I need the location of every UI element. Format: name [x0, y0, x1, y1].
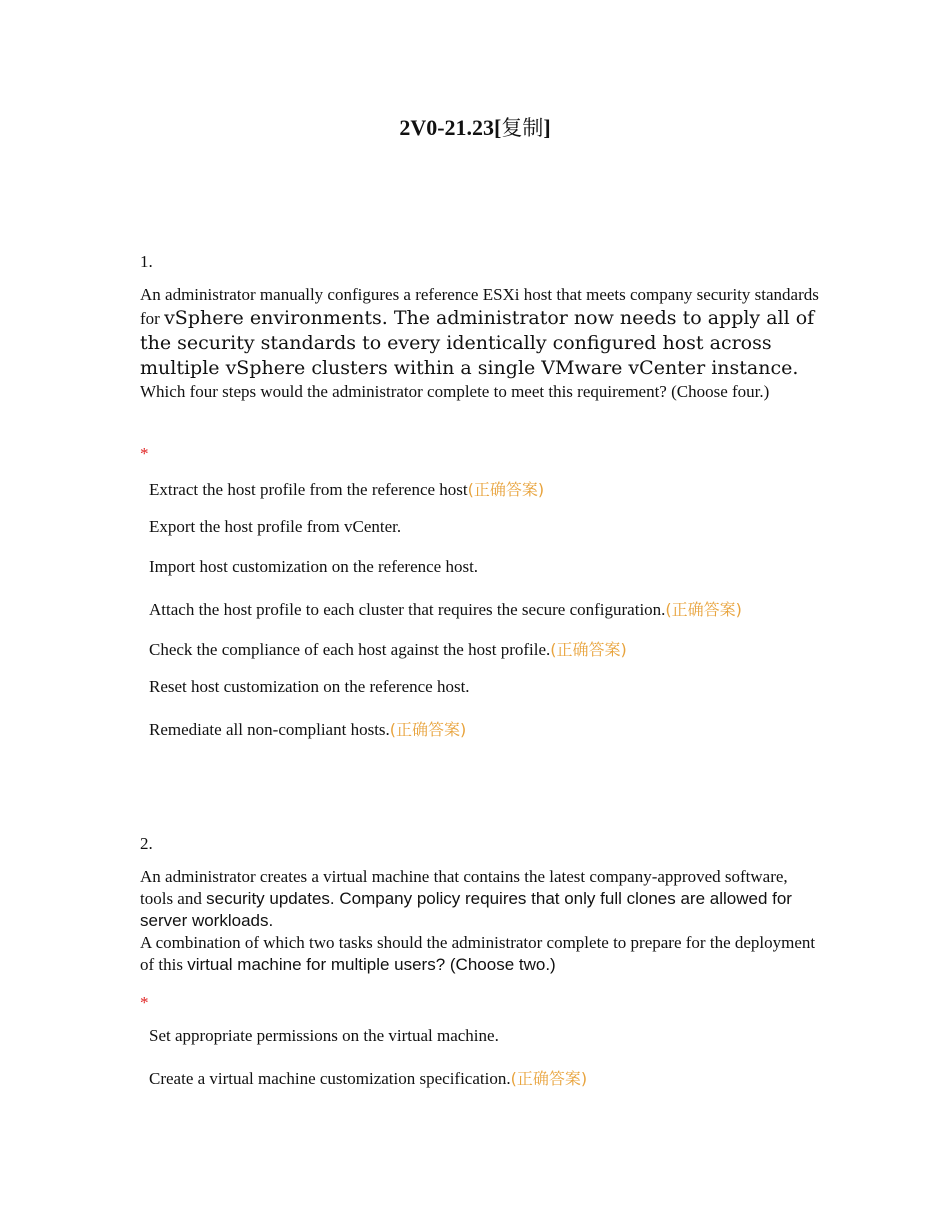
q1-option-4[interactable]	[149, 597, 742, 620]
q1-option-2-label: Export the host profile from vCenter.	[149, 517, 402, 536]
q1-option-5[interactable]	[149, 637, 627, 660]
q1-option-1-correct-tag: (正确答案)	[467, 480, 545, 499]
q1-option-2[interactable]	[149, 517, 401, 537]
question-2-text	[140, 866, 820, 976]
title-copy-tag: 复制	[501, 116, 544, 140]
q1-option-6[interactable]	[149, 677, 470, 697]
question-1-text-part2: vSphere environments. The administrator now needs to apply all of the security standards to every identically configured host across multiple vSphere clusters within a single VMware vCenter instance.	[140, 307, 815, 379]
title-bracket-close: ]	[543, 115, 551, 140]
q1-option-3[interactable]	[149, 557, 478, 577]
question-1-text	[140, 284, 820, 403]
question-1-text-part1: An administrator manually configures a reference ESXi host that meets company security standards for	[140, 285, 819, 328]
q1-option-4-correct-tag: (正确答案)	[665, 600, 742, 619]
q1-option-6-label: Reset host customization on the reference host.	[149, 677, 470, 696]
required-marker-1: *	[140, 444, 149, 463]
q1-option-7-correct-tag: (正确答案)	[389, 720, 467, 739]
q2-option-2[interactable]	[149, 1066, 587, 1089]
q1-option-7-label: Remediate all non-compliant hosts.	[149, 720, 390, 739]
q1-option-4-label: Attach the host profile to each cluster that requires the secure configuration.	[149, 600, 666, 619]
title-code: 2V0-21.23	[399, 115, 495, 140]
question-2-text-part2: security updates. Company policy requires that only full clones are allowed for server workloads.	[140, 889, 792, 930]
q1-option-7[interactable]	[149, 717, 466, 740]
q2-option-1[interactable]	[149, 1026, 499, 1046]
q1-option-1[interactable]	[149, 477, 544, 500]
q2-option-1-label: Set appropriate permissions on the virtual machine.	[149, 1026, 499, 1045]
question-2-prompt-part2: virtual machine for multiple users? (Choose two.)	[187, 955, 556, 974]
question-2-text-part1: An administrator creates a virtual machine that contains the latest company-approved software, tools and	[140, 867, 788, 908]
q1-option-5-correct-tag: (正确答案)	[550, 640, 627, 659]
q1-option-3-label: Import host customization on the reference host.	[149, 557, 479, 576]
question-1-prompt: Which four steps would the administrator complete to meet this requirement? (Choose four.)	[140, 382, 770, 401]
q2-option-2-label: Create a virtual machine customization specification.	[149, 1069, 511, 1088]
title-bracket-open: [	[494, 115, 502, 140]
question-2-prompt: A combination of which two tasks should the administrator complete to prepare for the deployment of this	[140, 933, 816, 974]
required-marker-2: *	[140, 993, 149, 1012]
page-title	[0, 112, 950, 142]
q1-option-1-label: Extract the host profile from the reference host	[149, 480, 468, 499]
question-2-number: 2.	[140, 834, 153, 853]
q2-option-2-correct-tag: (正确答案)	[510, 1069, 588, 1088]
question-1-number: 1.	[140, 252, 153, 271]
q1-option-5-label: Check the compliance of each host against the host profile.	[149, 640, 551, 659]
